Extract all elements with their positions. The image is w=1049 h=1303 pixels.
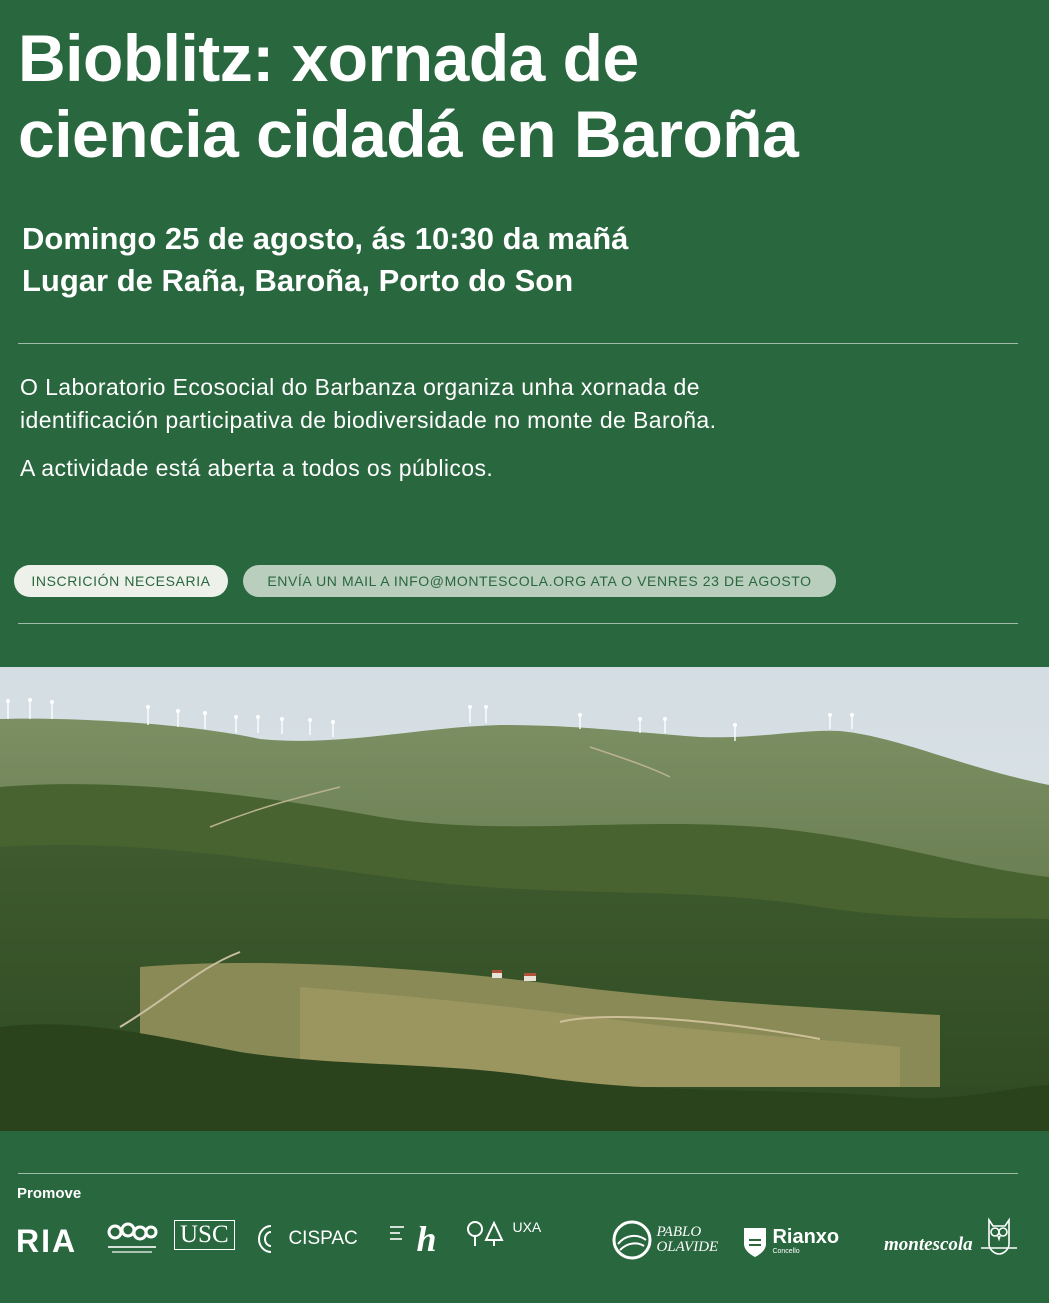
cispac-mark-icon [258,1224,284,1254]
cispac-logo [258,1224,358,1254]
description-line-1: O Laboratorio Ecosocial do Barbanza organiza unha xornada de [20,374,700,400]
owl-icon [977,1214,1021,1256]
title-line-2: ciencia cidadá en Baroña [18,97,799,171]
rianxo-text: Rianxo [772,1226,840,1248]
trees-icon [466,1220,508,1248]
title-line-1: Bioblitz: xornada de [18,21,639,95]
rianxo-sub-text: Concello [772,1248,800,1255]
divider-top [18,343,1018,344]
registration-email-badge[interactable]: ENVÍA UN MAIL A INFO@MONTESCOLA.ORG ATA O VENRES 23 DE AGOSTO [243,565,836,597]
montescola-logo [884,1214,1021,1256]
shield-icon [742,1226,768,1258]
divider-middle [18,623,1018,624]
seal-icon [612,1220,652,1260]
ria-logo: RIA [16,1223,78,1259]
event-datetime: Domingo 25 de agosto, ás 10:30 da mañá [22,221,629,256]
landscape-photo [0,667,1049,1131]
uxa-fores-logo [466,1220,541,1248]
h-logo [390,1218,436,1260]
registration-required-badge: INSCRICIÓN NECESARIA [14,565,228,597]
event-details [22,218,628,302]
h-logo-text: h [416,1219,437,1259]
pablo-text: PABLO [656,1224,702,1240]
dots-icon [390,1218,412,1248]
uxa-text: UXA [512,1219,542,1235]
rianxo-logo [742,1226,839,1258]
cispac-logo-text: CISPAC [288,1228,358,1249]
usc-logo-text: USC [174,1220,235,1250]
promote-label: Promove [17,1185,82,1202]
olavide-text: OLAVIDE [656,1239,719,1255]
divider-bottom [18,1173,1018,1174]
event-description [20,371,1020,485]
description-line-2: identificación participativa de biodiversidade no monte de Baroña. [20,407,717,433]
usc-logo [174,1220,235,1250]
pablo-olavide-logo [612,1220,718,1260]
event-place: Lugar de Raña, Baroña, Porto do Son [22,263,574,298]
montescola-text: montescola [884,1234,973,1255]
page-title [18,20,1028,172]
description-line-3: A actividade está aberta a todos os públicos. [20,455,494,481]
plataforma-monte-logo [106,1220,158,1260]
